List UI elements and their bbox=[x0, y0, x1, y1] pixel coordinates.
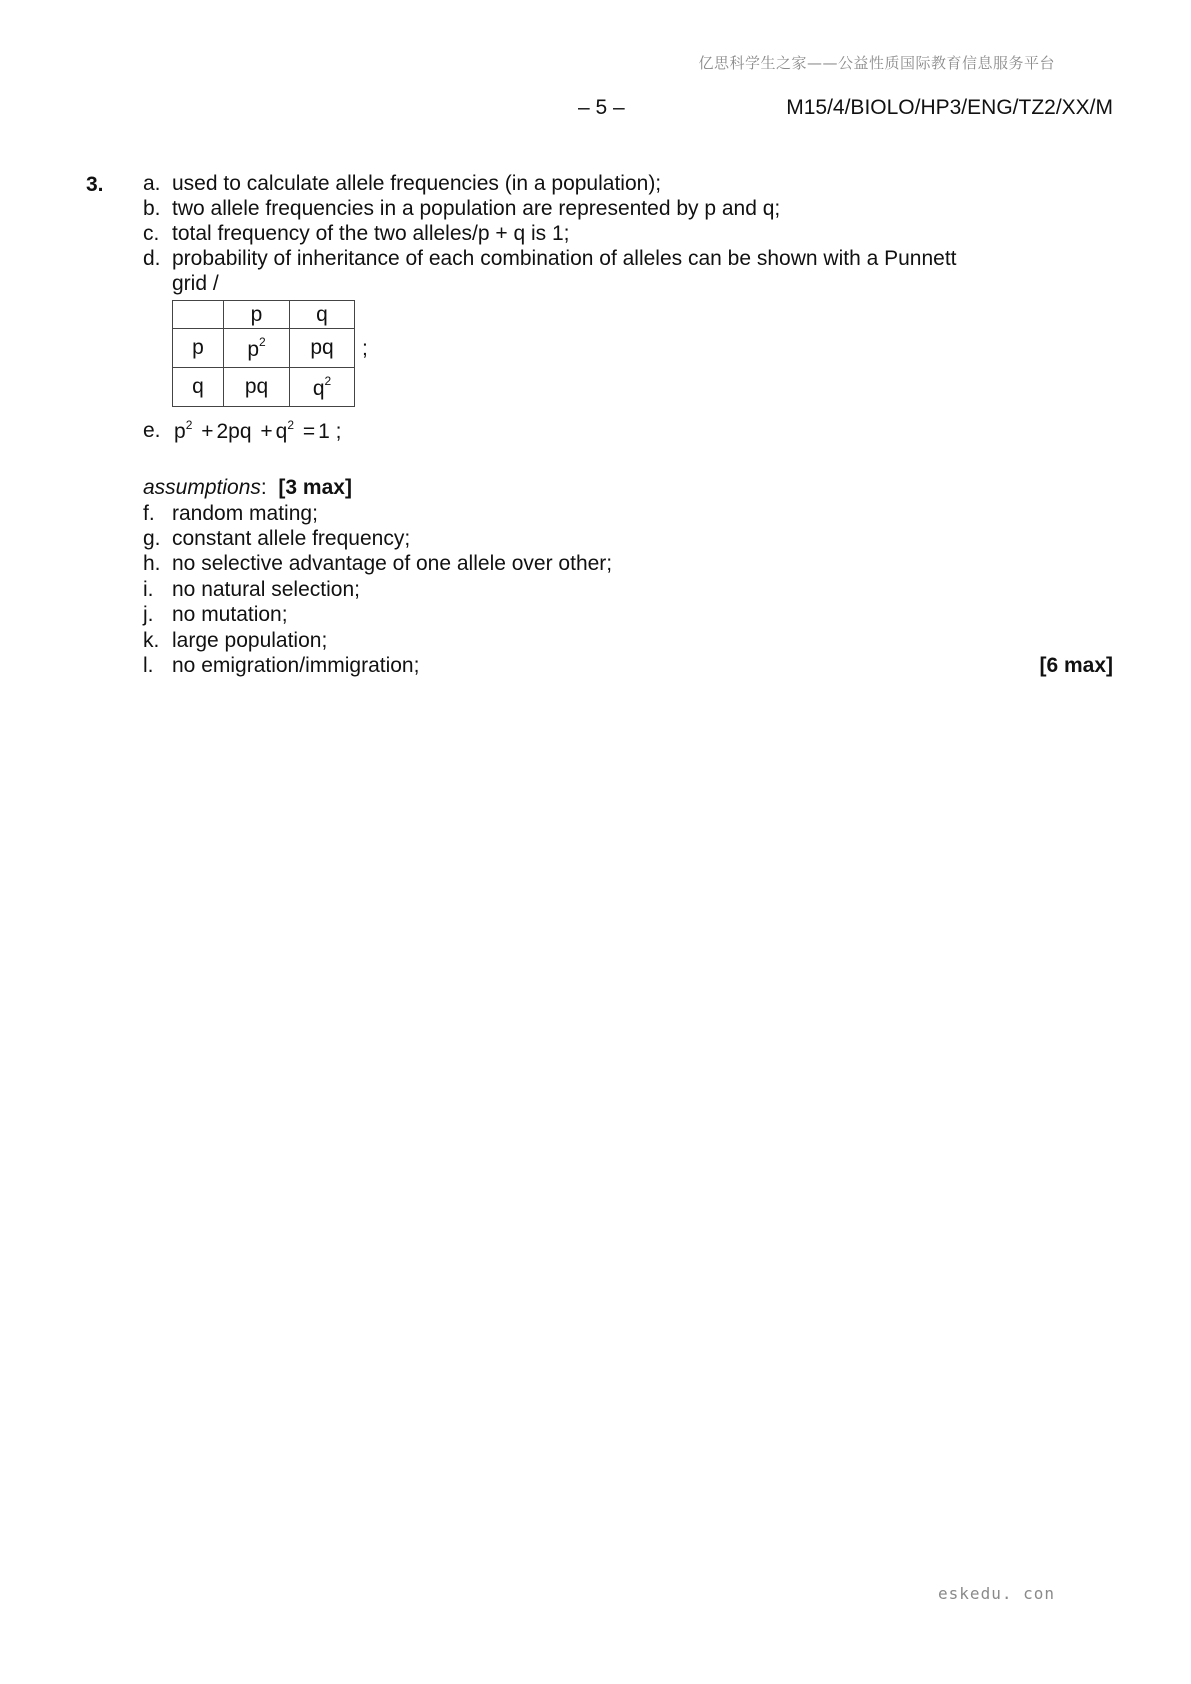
punnett-cell: q bbox=[290, 301, 355, 329]
eq-plus: + bbox=[201, 420, 214, 443]
assumptions-title: assumptions bbox=[143, 476, 261, 499]
point-label: d. bbox=[143, 247, 161, 270]
eq-equals: = bbox=[302, 420, 316, 443]
header-watermark: 亿思科学生之家——公益性质国际教育信息服务平台 bbox=[698, 54, 1055, 72]
point-label: h. bbox=[143, 552, 161, 575]
eq-q-exponent: 2 bbox=[287, 418, 295, 432]
punnett-grid bbox=[172, 300, 355, 407]
punnett-row bbox=[173, 329, 355, 368]
punnett-semicolon: ; bbox=[362, 337, 368, 360]
eq-q: q bbox=[275, 420, 288, 443]
eq-rhs: 1 bbox=[318, 420, 330, 443]
point-label: b. bbox=[143, 197, 161, 220]
point-label: i. bbox=[143, 578, 154, 601]
total-marks: [6 max] bbox=[1039, 654, 1113, 677]
point-text: large population; bbox=[172, 629, 328, 652]
page-number: – 5 – bbox=[578, 96, 625, 119]
point-text: used to calculate allele frequencies (in a population); bbox=[172, 172, 662, 195]
assumptions-heading bbox=[143, 476, 352, 500]
eq-2pq: 2pq bbox=[216, 420, 252, 443]
point-text: two allele frequencies in a population are represented by p and q; bbox=[172, 197, 781, 220]
cell-base: q bbox=[312, 376, 325, 400]
punnett-header-row bbox=[173, 301, 355, 329]
eq-plus: + bbox=[260, 420, 273, 443]
footer-watermark: eskedu. con bbox=[938, 1584, 1055, 1603]
hardy-weinberg-equation bbox=[174, 418, 342, 444]
eq-p-exponent: 2 bbox=[185, 418, 193, 432]
punnett-cell bbox=[173, 301, 224, 329]
point-label: a. bbox=[143, 172, 161, 195]
point-label: c. bbox=[143, 222, 160, 245]
cell-base: p bbox=[247, 337, 259, 361]
point-text: probability of inheritance of each combination of alleles can be shown with a Punnett bbox=[172, 247, 957, 270]
point-label: j. bbox=[143, 603, 154, 626]
punnett-row bbox=[173, 368, 355, 407]
point-text: no emigration/immigration; bbox=[172, 654, 420, 677]
cell-exponent: 2 bbox=[324, 373, 332, 388]
point-text: constant allele frequency; bbox=[172, 527, 411, 550]
punnett-cell: pq bbox=[290, 329, 355, 368]
assumptions-colon: : bbox=[260, 476, 267, 499]
point-label: e. bbox=[143, 419, 161, 442]
point-text: no mutation; bbox=[172, 603, 288, 626]
point-text: random mating; bbox=[172, 502, 318, 525]
paper-code: M15/4/BIOLO/HP3/ENG/TZ2/XX/M bbox=[786, 96, 1113, 119]
punnett-cell-p-squared bbox=[224, 329, 290, 368]
punnett-row-label: q bbox=[173, 368, 224, 407]
assumptions-max: [3 max] bbox=[278, 476, 352, 499]
point-label: g. bbox=[143, 527, 161, 550]
question-number: 3. bbox=[86, 173, 104, 196]
point-label: f. bbox=[143, 502, 155, 525]
point-text: no selective advantage of one allele over other; bbox=[172, 552, 613, 575]
point-label: l. bbox=[143, 654, 154, 677]
punnett-cell-q-squared bbox=[290, 368, 355, 407]
punnett-row-label: p bbox=[173, 329, 224, 368]
eq-end: ; bbox=[335, 420, 342, 443]
point-text: no natural selection; bbox=[172, 578, 360, 601]
point-text: grid / bbox=[172, 272, 219, 295]
point-text: total frequency of the two alleles/p + q is 1; bbox=[172, 222, 570, 245]
point-label: k. bbox=[143, 629, 160, 652]
punnett-cell: p bbox=[224, 301, 290, 329]
punnett-cell: pq bbox=[224, 368, 290, 407]
eq-p: p bbox=[174, 420, 186, 443]
cell-exponent: 2 bbox=[259, 334, 266, 349]
